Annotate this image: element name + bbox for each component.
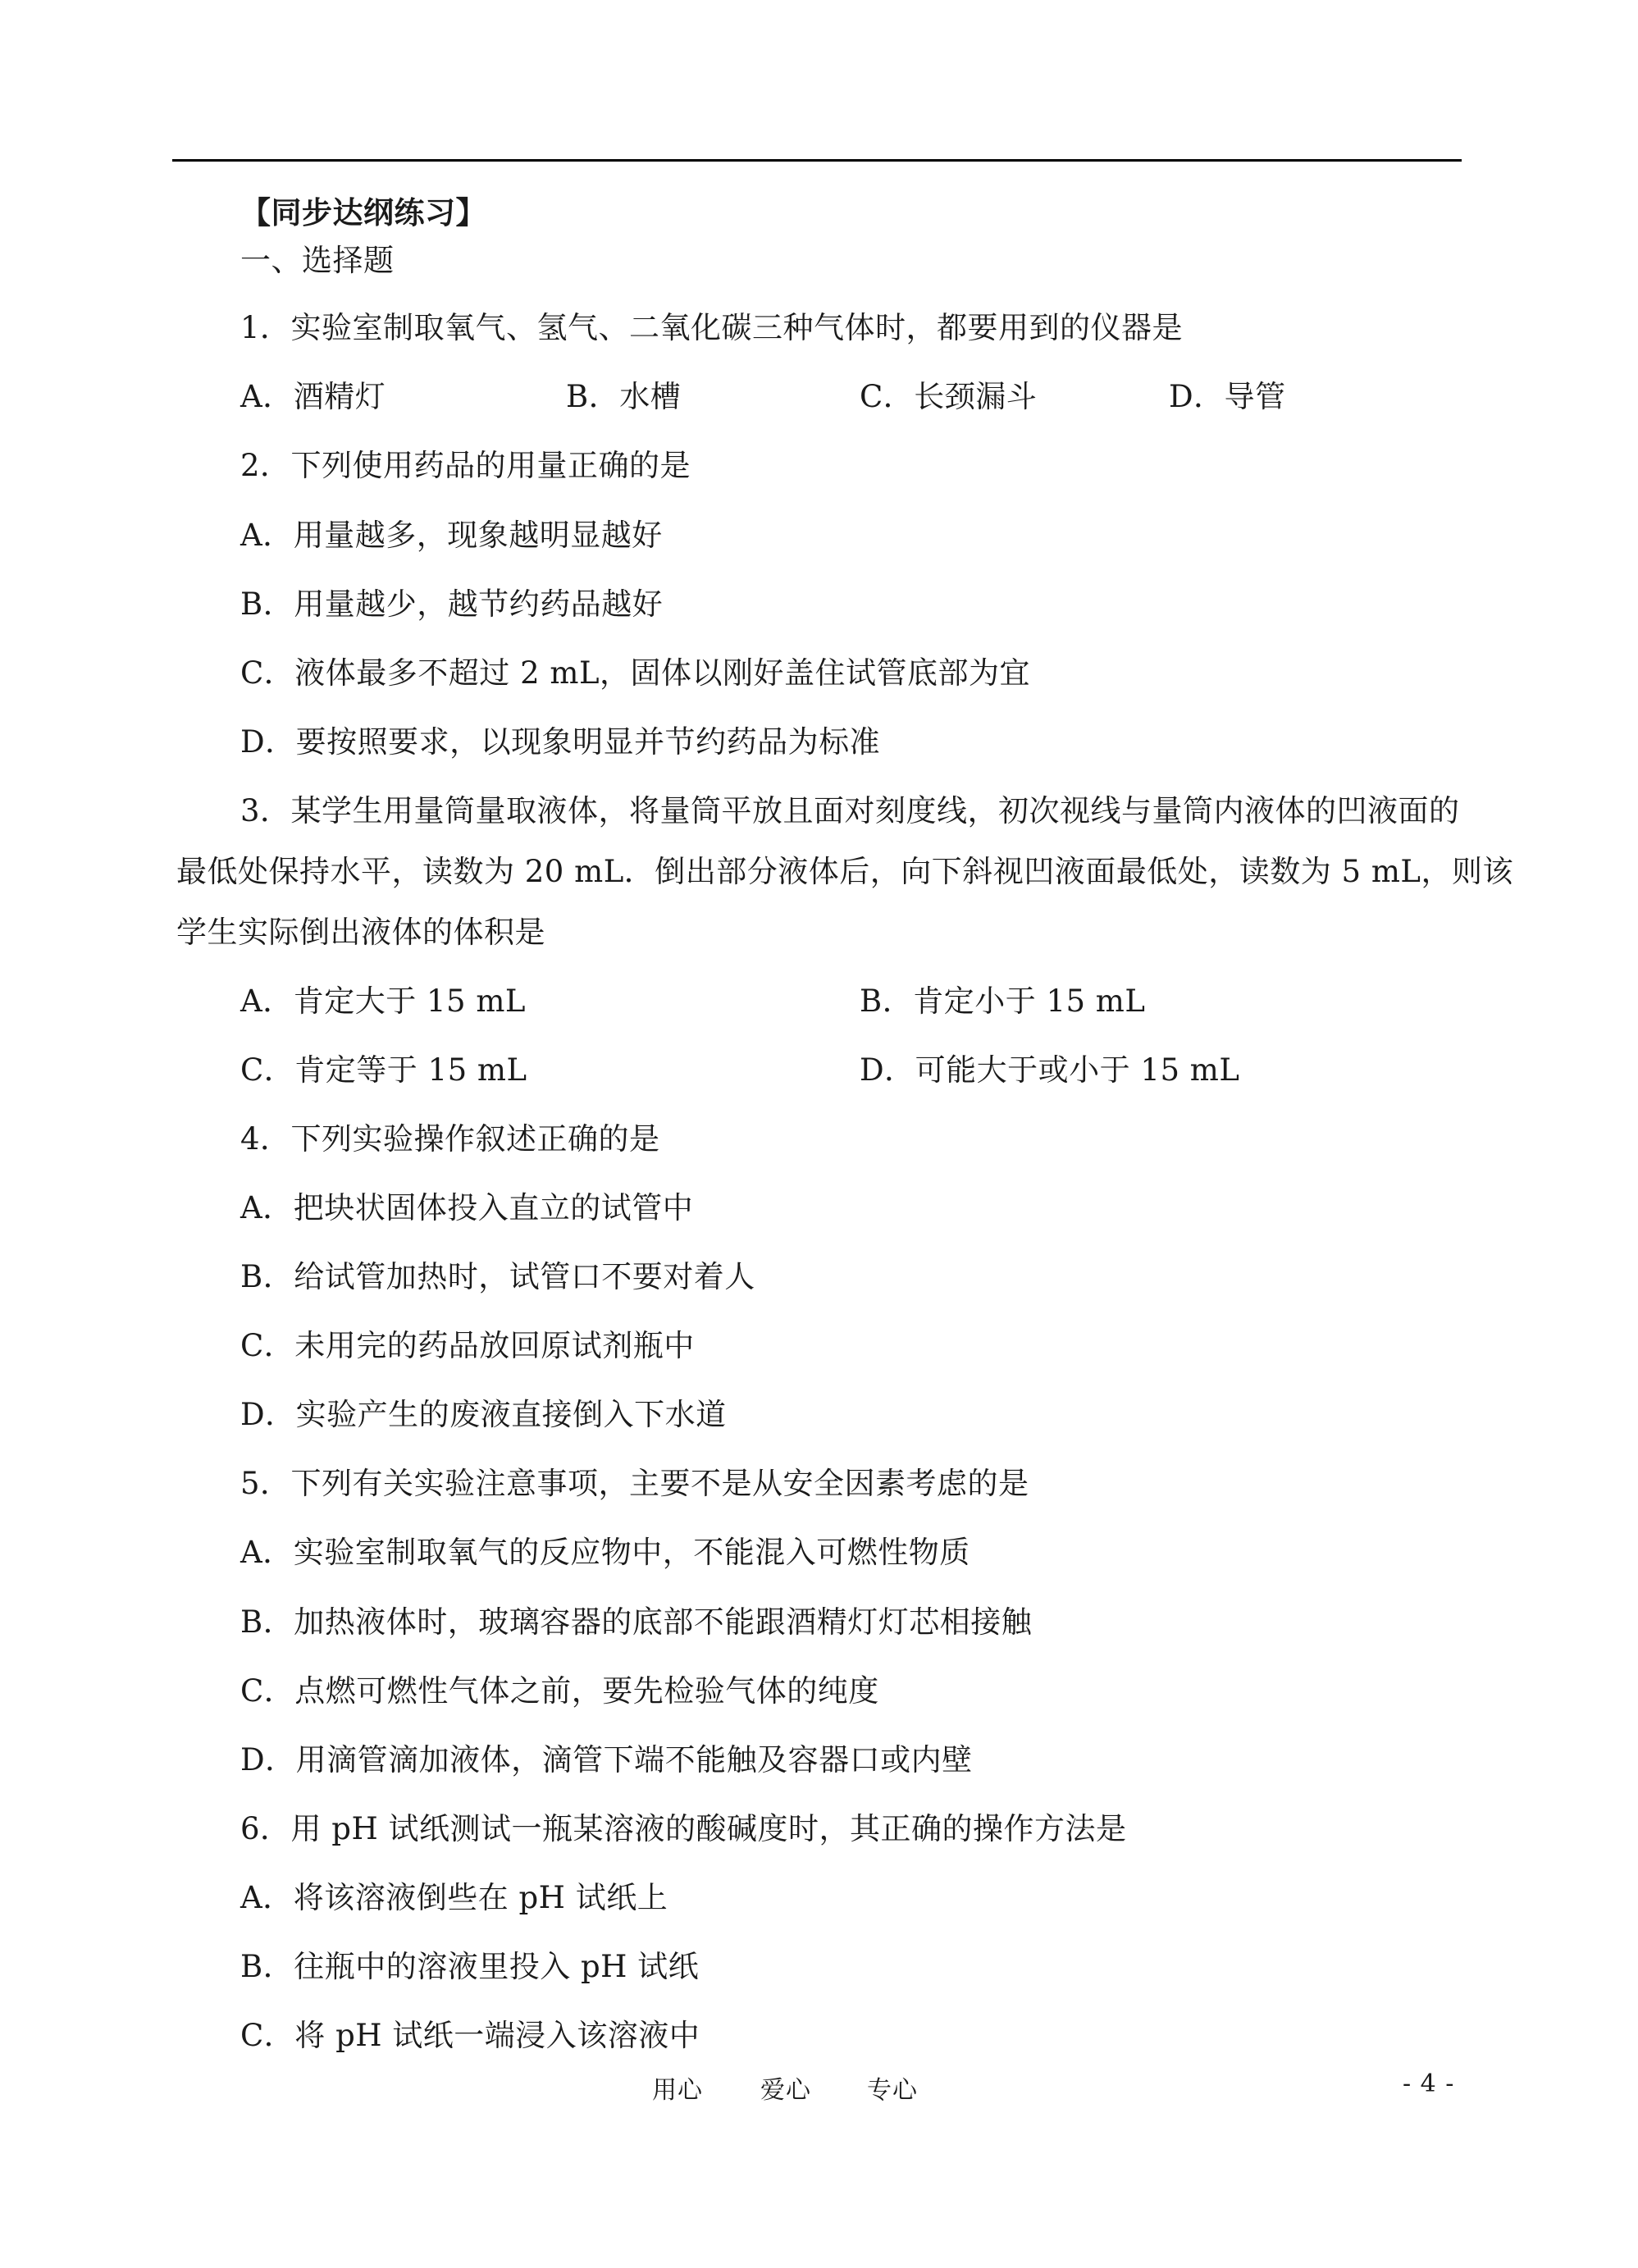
question-6-option-c: C．将 pH 试纸一端浸入该溶液中 <box>240 2018 700 2053</box>
footer-word-1: 用心 <box>652 2076 703 2105</box>
question-3-option-b: B．肯定小于 15 mL <box>860 983 1146 1019</box>
footer-word-2: 爱心 <box>760 2076 811 2105</box>
question-4-option-a: A．把块状固体投入直立的试管中 <box>240 1190 694 1225</box>
question-2-stem: 2．下列使用药品的用量正确的是 <box>240 448 691 483</box>
question-4-option-d: D．实验产生的废液直接倒入下水道 <box>240 1397 727 1432</box>
question-6-option-a: A．将该溶液倒些在 pH 试纸上 <box>240 1880 668 1915</box>
question-2-option-d: D．要按照要求，以现象明显并节约药品为标准 <box>240 724 881 760</box>
question-2-option-c: C．液体最多不超过 2 mL，固体以刚好盖住试管底部为宜 <box>240 655 1031 691</box>
question-5-option-b: B．加热液体时，玻璃容器的底部不能跟酒精灯灯芯相接触 <box>240 1604 1033 1640</box>
question-3-stem-line-1: 3．某学生用量筒量取液体，将量筒平放且面对刻度线，初次视线与量筒内液体的凹液面的 <box>240 793 1460 828</box>
header-rule <box>172 159 1462 162</box>
part-title: 一、选择题 <box>240 243 395 278</box>
question-5-option-d: D．用滴管滴加液体，滴管下端不能触及容器口或内壁 <box>240 1742 973 1777</box>
question-3-option-a: A．肯定大于 15 mL <box>240 983 526 1019</box>
question-4-option-b: B．给试管加热时，试管口不要对着人 <box>240 1259 755 1294</box>
question-1-option-d: D．导管 <box>1169 379 1286 414</box>
question-5-stem: 5．下列有关实验注意事项，主要不是从安全因素考虑的是 <box>240 1466 1029 1501</box>
question-6-stem: 6．用 pH 试纸测试一瓶某溶液的酸碱度时，其正确的操作方法是 <box>240 1811 1127 1846</box>
question-1-option-b: B．水槽 <box>566 379 682 414</box>
question-5-option-c: C．点燃可燃性气体之前，要先检验气体的纯度 <box>240 1673 879 1709</box>
question-1-stem: 1．实验室制取氧气、氢气、二氧化碳三种气体时，都要用到的仪器是 <box>240 310 1184 345</box>
question-3-stem-line-3: 学生实际倒出液体的体积是 <box>176 915 545 950</box>
question-2-option-a: A．用量越多，现象越明显越好 <box>240 518 663 553</box>
question-1-option-c: C．长颈漏斗 <box>860 379 1038 414</box>
footer-word-3: 专心 <box>867 2076 918 2105</box>
question-2-option-b: B．用量越少，越节约药品越好 <box>240 586 664 622</box>
question-6-option-b: B．往瓶中的溶液里投入 pH 试纸 <box>240 1949 700 1984</box>
question-4-stem: 4．下列实验操作叙述正确的是 <box>240 1121 660 1157</box>
question-3-option-c: C．肯定等于 15 mL <box>240 1052 527 1088</box>
page-number: - 4 - <box>1403 2069 1455 2098</box>
question-3-stem-line-2: 最低处保持水平，读数为 20 mL．倒出部分液体后，向下斜视凹液面最低处，读数为 5 mL，则该 <box>176 854 1513 889</box>
question-5-option-a: A．实验室制取氧气的反应物中，不能混入可燃性物质 <box>240 1535 970 1570</box>
question-4-option-c: C．未用完的药品放回原试剂瓶中 <box>240 1328 695 1363</box>
question-1-option-a: A．酒精灯 <box>240 379 386 414</box>
question-3-option-d: D．可能大于或小于 15 mL <box>860 1052 1240 1088</box>
section-title: 【同步达纲练习】 <box>240 194 486 230</box>
